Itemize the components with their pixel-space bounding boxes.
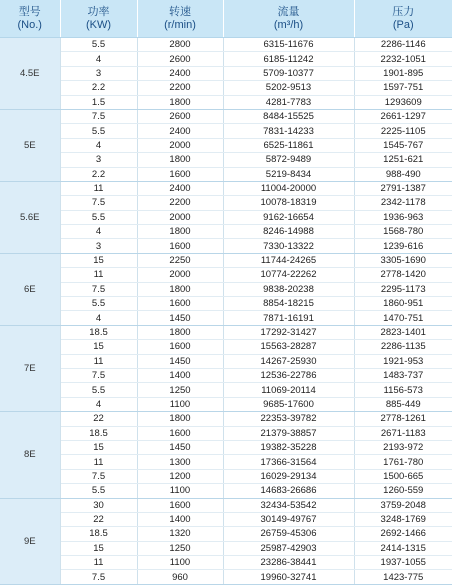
pressure-cell: 1597-751 (354, 81, 452, 95)
table-row (0, 81, 452, 95)
pressure-cell: 1761-780 (354, 455, 452, 469)
header-model-zh: 型号 (0, 6, 60, 19)
power-cell: 3 (60, 66, 137, 80)
flow-cell: 9685-17600 (223, 397, 354, 411)
flow-cell: 17366-31564 (223, 455, 354, 469)
flow-cell: 32434-53542 (223, 498, 354, 512)
power-cell: 7.5 (60, 469, 137, 483)
table-row (0, 325, 452, 339)
speed-cell: 2600 (137, 52, 223, 66)
power-cell: 11 (60, 354, 137, 368)
speed-cell: 1800 (137, 95, 223, 109)
speed-cell: 1400 (137, 368, 223, 382)
table-row (0, 124, 452, 138)
speed-cell: 1800 (137, 412, 223, 426)
table-header (0, 0, 452, 38)
table-body (0, 38, 452, 585)
pressure-cell: 2342-1178 (354, 196, 452, 210)
flow-cell: 5709-10377 (223, 66, 354, 80)
flow-cell: 10078-18319 (223, 196, 354, 210)
table-row (0, 469, 452, 483)
flow-cell: 6185-11242 (223, 52, 354, 66)
table-row (0, 512, 452, 526)
flow-cell: 19960-32741 (223, 570, 354, 584)
power-cell: 4 (60, 311, 137, 325)
pressure-cell: 2791-1387 (354, 181, 452, 195)
flow-cell: 6525-11861 (223, 138, 354, 152)
flow-cell: 17292-31427 (223, 325, 354, 339)
pressure-cell: 2778-1261 (354, 412, 452, 426)
power-cell: 4 (60, 225, 137, 239)
power-cell: 11 (60, 181, 137, 195)
table-row (0, 196, 452, 210)
header-speed (137, 0, 223, 38)
power-cell: 3 (60, 153, 137, 167)
model-cell: 8E (0, 412, 60, 498)
speed-cell: 2000 (137, 268, 223, 282)
speed-cell: 1300 (137, 455, 223, 469)
table-row (0, 498, 452, 512)
power-cell: 11 (60, 455, 137, 469)
flow-cell: 8246-14988 (223, 225, 354, 239)
pressure-cell: 988-490 (354, 167, 452, 181)
pressure-cell: 2671-1183 (354, 426, 452, 440)
table-row (0, 225, 452, 239)
pressure-cell: 1483-737 (354, 368, 452, 382)
power-cell: 18.5 (60, 325, 137, 339)
header-pressure-zh: 压力 (355, 6, 452, 19)
speed-cell: 1100 (137, 484, 223, 498)
flow-cell: 5202-9513 (223, 81, 354, 95)
model-cell: 9E (0, 498, 60, 584)
power-cell: 4 (60, 138, 137, 152)
table-row (0, 412, 452, 426)
table-row (0, 38, 452, 52)
pressure-cell: 2661-1297 (354, 109, 452, 123)
pressure-cell: 2232-1051 (354, 52, 452, 66)
power-cell: 11 (60, 556, 137, 570)
flow-cell: 25987-42903 (223, 541, 354, 555)
table-row (0, 109, 452, 123)
pressure-cell: 1260-559 (354, 484, 452, 498)
table-row (0, 52, 452, 66)
power-cell: 5.5 (60, 297, 137, 311)
flow-cell: 22353-39782 (223, 412, 354, 426)
pressure-cell: 3759-2048 (354, 498, 452, 512)
speed-cell: 1600 (137, 167, 223, 181)
table-row (0, 383, 452, 397)
flow-cell: 14267-25930 (223, 354, 354, 368)
table-row (0, 282, 452, 296)
power-cell: 5.5 (60, 38, 137, 52)
pressure-cell: 1251-621 (354, 153, 452, 167)
speed-cell: 1450 (137, 440, 223, 454)
speed-cell: 1320 (137, 527, 223, 541)
flow-cell: 7330-13322 (223, 239, 354, 253)
power-cell: 7.5 (60, 109, 137, 123)
header-flow-en: (m³/h) (224, 19, 354, 32)
table-row (0, 368, 452, 382)
power-cell: 1.5 (60, 95, 137, 109)
speed-cell: 1600 (137, 340, 223, 354)
pressure-cell: 1921-953 (354, 354, 452, 368)
flow-cell: 4281-7783 (223, 95, 354, 109)
pressure-cell: 1545-767 (354, 138, 452, 152)
header-flow-zh: 流量 (224, 6, 354, 19)
power-cell: 22 (60, 412, 137, 426)
flow-cell: 7871-16191 (223, 311, 354, 325)
flow-cell: 5872-9489 (223, 153, 354, 167)
pressure-cell: 3305-1690 (354, 253, 452, 267)
table-row (0, 541, 452, 555)
table-row (0, 181, 452, 195)
power-cell: 5.5 (60, 210, 137, 224)
speed-cell: 1600 (137, 426, 223, 440)
table-row (0, 268, 452, 282)
table-row (0, 210, 452, 224)
flow-cell: 26759-45306 (223, 527, 354, 541)
model-cell: 7E (0, 325, 60, 411)
flow-cell: 14683-26686 (223, 484, 354, 498)
speed-cell: 1800 (137, 153, 223, 167)
table-row (0, 455, 452, 469)
pressure-cell: 3248-1769 (354, 512, 452, 526)
power-cell: 2.2 (60, 167, 137, 181)
speed-cell: 2200 (137, 196, 223, 210)
speed-cell: 960 (137, 570, 223, 584)
power-cell: 15 (60, 340, 137, 354)
power-cell: 4 (60, 52, 137, 66)
speed-cell: 1600 (137, 239, 223, 253)
pressure-cell: 1901-895 (354, 66, 452, 80)
table-row (0, 167, 452, 181)
speed-cell: 1400 (137, 512, 223, 526)
flow-cell: 11069-20114 (223, 383, 354, 397)
pressure-cell: 2286-1146 (354, 38, 452, 52)
table-row (0, 138, 452, 152)
pressure-cell: 1470-751 (354, 311, 452, 325)
pressure-cell: 2286-1135 (354, 340, 452, 354)
speed-cell: 1450 (137, 311, 223, 325)
flow-cell: 12536-22786 (223, 368, 354, 382)
speed-cell: 2000 (137, 138, 223, 152)
flow-cell: 15563-28287 (223, 340, 354, 354)
header-power-en: (KW) (61, 19, 137, 32)
header-pressure (354, 0, 452, 38)
table-row (0, 354, 452, 368)
pressure-cell: 2295-1173 (354, 282, 452, 296)
flow-cell: 23286-38441 (223, 556, 354, 570)
power-cell: 22 (60, 512, 137, 526)
flow-cell: 11744-24265 (223, 253, 354, 267)
header-model-en: (No.) (0, 19, 60, 32)
power-cell: 7.5 (60, 570, 137, 584)
power-cell: 15 (60, 440, 137, 454)
pressure-cell: 1936-963 (354, 210, 452, 224)
pressure-cell: 1156-573 (354, 383, 452, 397)
speed-cell: 2800 (137, 38, 223, 52)
power-cell: 18.5 (60, 527, 137, 541)
header-model (0, 0, 60, 38)
table-row (0, 570, 452, 584)
speed-cell: 1600 (137, 498, 223, 512)
pressure-cell: 2692-1466 (354, 527, 452, 541)
flow-cell: 9838-20238 (223, 282, 354, 296)
speed-cell: 1200 (137, 469, 223, 483)
speed-cell: 2400 (137, 66, 223, 80)
header-row (0, 0, 452, 38)
pressure-cell: 2414-1315 (354, 541, 452, 555)
power-cell: 5.5 (60, 124, 137, 138)
speed-cell: 1600 (137, 297, 223, 311)
flow-cell: 16029-29134 (223, 469, 354, 483)
flow-cell: 8484-15525 (223, 109, 354, 123)
power-cell: 15 (60, 541, 137, 555)
table-row (0, 239, 452, 253)
speed-cell: 1100 (137, 397, 223, 411)
model-cell: 5E (0, 109, 60, 181)
pressure-cell: 2193-972 (354, 440, 452, 454)
speed-cell: 2200 (137, 81, 223, 95)
table-row (0, 153, 452, 167)
power-cell: 30 (60, 498, 137, 512)
pressure-cell: 1568-780 (354, 225, 452, 239)
header-power-zh: 功率 (61, 6, 137, 19)
speed-cell: 2000 (137, 210, 223, 224)
speed-cell: 1800 (137, 282, 223, 296)
speed-cell: 1800 (137, 325, 223, 339)
power-cell: 15 (60, 253, 137, 267)
power-cell: 5.5 (60, 484, 137, 498)
pressure-cell: 1500-665 (354, 469, 452, 483)
flow-cell: 11004-20000 (223, 181, 354, 195)
power-cell: 7.5 (60, 368, 137, 382)
speed-cell: 2400 (137, 124, 223, 138)
power-cell: 5.5 (60, 383, 137, 397)
power-cell: 18.5 (60, 426, 137, 440)
pressure-cell: 2823-1401 (354, 325, 452, 339)
flow-cell: 5219-8434 (223, 167, 354, 181)
table-row (0, 556, 452, 570)
power-cell: 11 (60, 268, 137, 282)
power-cell: 2.2 (60, 81, 137, 95)
flow-cell: 6315-11676 (223, 38, 354, 52)
pressure-cell: 1860-951 (354, 297, 452, 311)
table-row (0, 440, 452, 454)
power-cell: 3 (60, 239, 137, 253)
pressure-cell: 1423-775 (354, 570, 452, 584)
flow-cell: 19382-35228 (223, 440, 354, 454)
flow-cell: 7831-14233 (223, 124, 354, 138)
pressure-cell: 1937-1055 (354, 556, 452, 570)
speed-cell: 1100 (137, 556, 223, 570)
table-row (0, 253, 452, 267)
flow-cell: 21379-38857 (223, 426, 354, 440)
table-row (0, 66, 452, 80)
model-cell: 5.6E (0, 181, 60, 253)
header-flow (223, 0, 354, 38)
pressure-cell: 885-449 (354, 397, 452, 411)
flow-cell: 10774-22262 (223, 268, 354, 282)
flow-cell: 9162-16654 (223, 210, 354, 224)
speed-cell: 2400 (137, 181, 223, 195)
table-row (0, 397, 452, 411)
header-pressure-en: (Pa) (355, 19, 452, 32)
speed-cell: 2250 (137, 253, 223, 267)
table-row (0, 311, 452, 325)
table-row (0, 340, 452, 354)
pressure-cell: 2778-1420 (354, 268, 452, 282)
pressure-cell: 2225-1105 (354, 124, 452, 138)
header-speed-zh: 转速 (138, 6, 223, 19)
table-row (0, 527, 452, 541)
speed-cell: 1450 (137, 354, 223, 368)
header-speed-en: (r/min) (138, 19, 223, 32)
power-cell: 4 (60, 397, 137, 411)
flow-cell: 8854-18215 (223, 297, 354, 311)
model-cell: 4.5E (0, 38, 60, 110)
speed-cell: 1250 (137, 541, 223, 555)
model-cell: 6E (0, 253, 60, 325)
pressure-cell: 1239-616 (354, 239, 452, 253)
power-cell: 7.5 (60, 196, 137, 210)
table-row (0, 297, 452, 311)
flow-cell: 30149-49767 (223, 512, 354, 526)
table-row (0, 484, 452, 498)
header-power (60, 0, 137, 38)
table-row (0, 95, 452, 109)
speed-cell: 1800 (137, 225, 223, 239)
table-row (0, 426, 452, 440)
speed-cell: 1250 (137, 383, 223, 397)
pressure-cell: 1293609 (354, 95, 452, 109)
speed-cell: 2600 (137, 109, 223, 123)
power-cell: 7.5 (60, 282, 137, 296)
